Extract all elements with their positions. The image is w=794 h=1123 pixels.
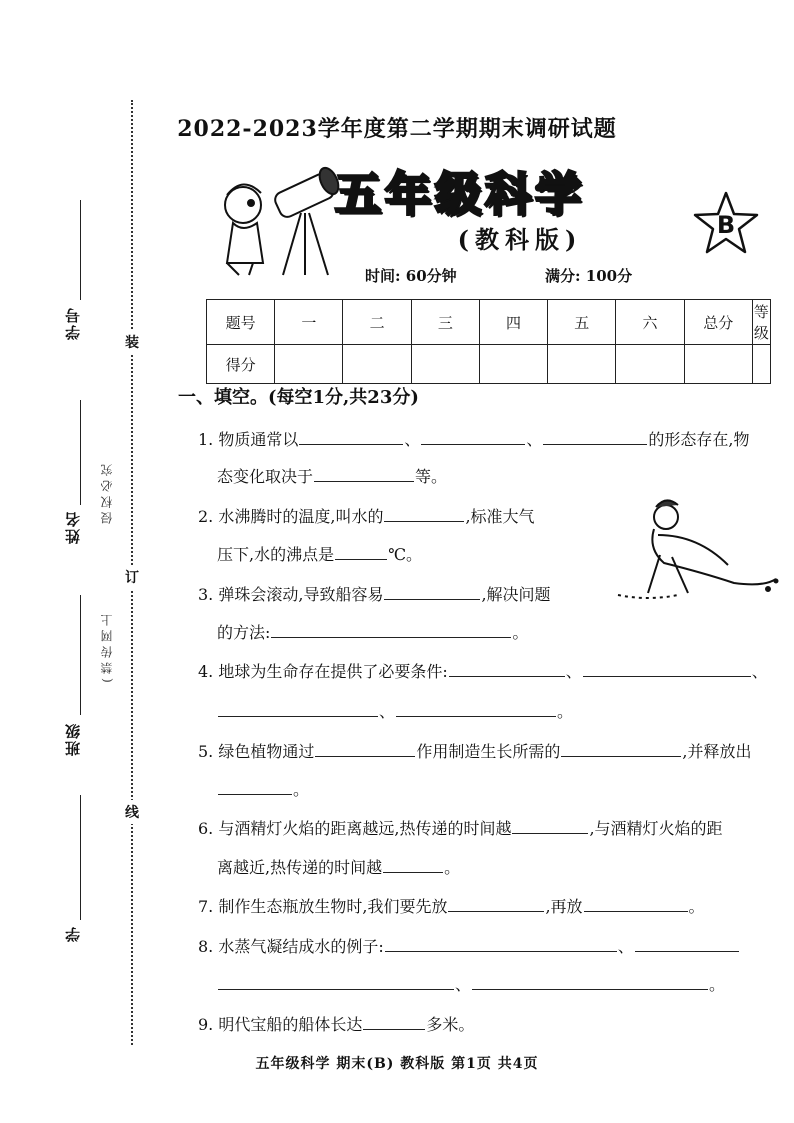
score-cell[interactable] (548, 345, 616, 384)
name-line[interactable] (80, 400, 81, 505)
table-header-cell: 六 (616, 300, 684, 345)
answer-blank[interactable] (299, 428, 403, 445)
question-1-line-2: 态变化取决于 等。 (217, 467, 448, 486)
school-label: 学 (64, 925, 82, 942)
answer-blank[interactable] (363, 1013, 425, 1030)
answer-blank[interactable] (635, 935, 739, 952)
answer-blank[interactable] (543, 428, 647, 445)
answer-blank[interactable] (384, 583, 480, 600)
question-2-line-1: 2. 水沸腾时的温度,叫水的 ,标准大气 (198, 507, 535, 526)
score-table-header-row (207, 300, 771, 345)
score-row-label: 得分 (207, 345, 275, 384)
score-table-score-row (207, 345, 771, 384)
score-cell[interactable] (479, 345, 547, 384)
section-1-heading: 一、填空。(每空1分,共23分) (178, 387, 419, 408)
full-score: 满分: 100分 (545, 267, 633, 285)
answer-blank[interactable] (584, 895, 688, 912)
table-header-cell: 五 (548, 300, 616, 345)
question-6-line-1: 6. 与酒精灯火焰的距离越远,热传递的时间越 ,与酒精灯火焰的距 (198, 819, 723, 838)
answer-blank[interactable] (218, 973, 454, 990)
answer-blank[interactable] (561, 740, 681, 757)
class-label: 班级 (64, 722, 82, 756)
table-header-cell: 题号 (207, 300, 275, 345)
copyright-note: 侵权必究 (100, 460, 114, 524)
score-table (206, 299, 771, 384)
table-header-cell: 总分 (684, 300, 752, 345)
score-cell[interactable] (411, 345, 479, 384)
no-upload-note: (禁传网上 (100, 610, 114, 683)
score-cell[interactable] (275, 345, 343, 384)
table-header-cell: 一 (275, 300, 343, 345)
badge-letter: B (716, 211, 736, 239)
question-2-line-2: 压下,水的沸点是 ℃。 (217, 545, 422, 564)
question-3-line-1: 3. 弹珠会滚动,导致船容易 ,解决问题 (198, 585, 551, 604)
answer-blank[interactable] (383, 856, 443, 873)
answer-blank[interactable] (512, 817, 588, 834)
question-8-line-2: 、 。 (217, 973, 725, 996)
answer-blank[interactable] (271, 621, 511, 638)
answer-blank[interactable] (421, 428, 525, 445)
question-4-line-2: 、 。 (217, 700, 573, 723)
answer-blank[interactable] (315, 740, 415, 757)
question-5-line-2: 。 (217, 778, 309, 801)
binding-char-xian: 线 (123, 800, 141, 824)
exam-time: 时间: 60分钟 (365, 267, 457, 285)
answer-blank[interactable] (384, 505, 464, 522)
table-header-cell: 二 (343, 300, 411, 345)
score-cell[interactable] (343, 345, 411, 384)
table-header-cell: 三 (411, 300, 479, 345)
question-4-line-1: 4. 地球为生命存在提供了必要条件: 、 、 (198, 662, 768, 681)
table-header-cell: 四 (479, 300, 547, 345)
answer-blank[interactable] (472, 973, 708, 990)
answer-blank[interactable] (396, 700, 556, 717)
score-cell[interactable] (684, 345, 752, 384)
answer-blank[interactable] (449, 660, 565, 677)
binding-char-ding: 订 (123, 565, 141, 589)
answer-blank[interactable] (218, 778, 292, 795)
score-cell[interactable] (752, 345, 770, 384)
exam-title: 2022-2023学年度第二学期期末调研试题 (177, 116, 617, 142)
question-7: 7. 制作生态瓶放生物时,我们要先放 ,再放 。 (198, 897, 705, 916)
answer-blank[interactable] (335, 543, 387, 560)
question-3-line-2: 的方法: 。 (217, 623, 529, 642)
star-badge (692, 190, 760, 256)
answer-blank[interactable] (314, 465, 414, 482)
student-no-line[interactable] (80, 200, 81, 300)
table-header-cell: 等级 (752, 300, 770, 345)
question-6-line-2: 离越近,热传递的时间越 。 (217, 858, 461, 877)
name-label: 姓名 (64, 510, 82, 544)
page-footer: 五年级科学 期末(B) 教科版 第1页 共4页 (255, 1056, 539, 1072)
answer-blank[interactable] (385, 935, 617, 952)
question-8-line-1: 8. 水蒸气凝结成水的例子: 、 (198, 935, 740, 958)
edition-label: (教科版) (457, 225, 583, 254)
question-5-line-1: 5. 绿色植物通过 作用制造生长所需的 ,并释放出 (198, 742, 752, 761)
student-no-label: 学号 (64, 306, 82, 340)
score-cell[interactable] (616, 345, 684, 384)
question-1-line-1: 1. 物质通常以 、 、 的形态存在,物 (198, 430, 750, 449)
skier-illustration (598, 495, 788, 610)
question-9: 9. 明代宝船的船体长达 多米。 (198, 1015, 475, 1034)
class-line[interactable] (80, 595, 81, 715)
school-line[interactable] (80, 795, 81, 920)
binding-char-zhuang: 装 (123, 330, 141, 354)
subject-title: 五年级科学 (335, 167, 585, 221)
answer-blank[interactable] (448, 895, 544, 912)
answer-blank[interactable] (583, 660, 751, 677)
answer-blank[interactable] (218, 700, 378, 717)
